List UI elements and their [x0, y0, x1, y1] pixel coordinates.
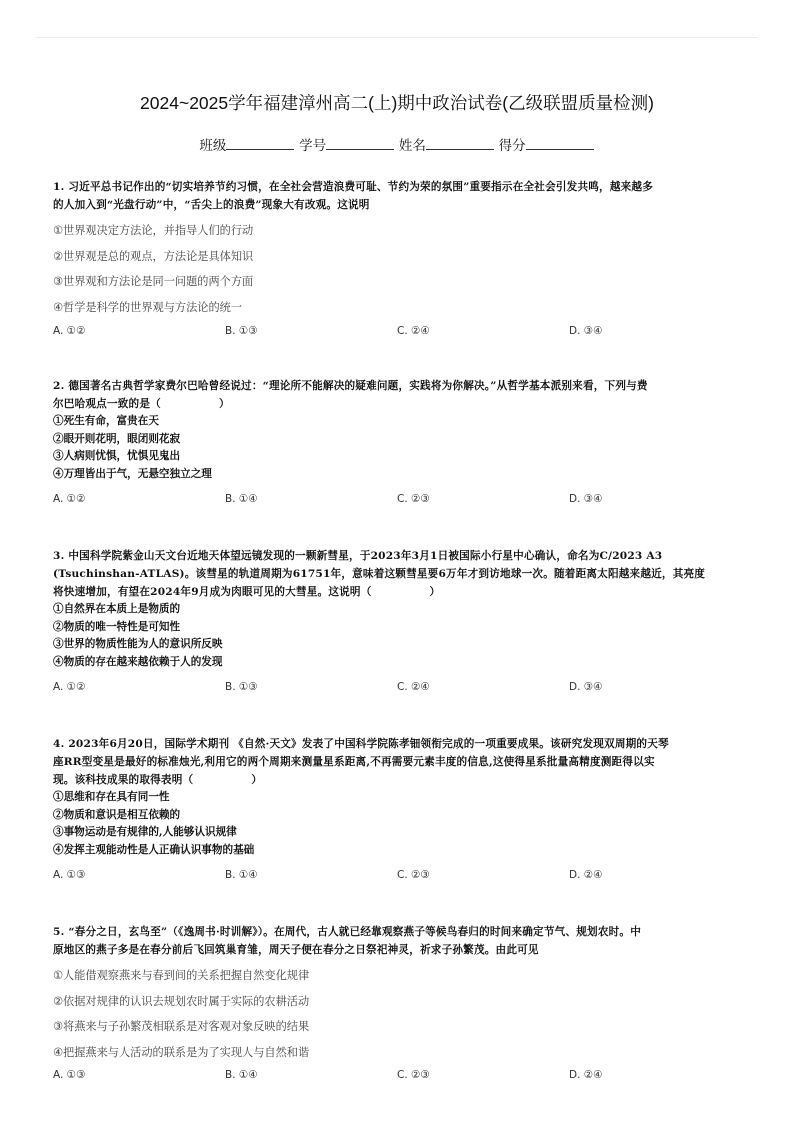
choice-a[interactable]: A. ①② — [53, 493, 86, 506]
choice-a[interactable]: A. ①② — [53, 681, 86, 694]
stem-line: “春分之日，玄鸟至”（《逸周书·时训解》）。在周代，古人就已经靠观察燕子等候鸟春归的时间来确定节气、规划农时。中 — [68, 926, 641, 938]
statement-item: ③将燕来与子孙繁茂相联系是对客观对象反映的结果 — [53, 1020, 310, 1033]
statement-item: ②眼开则花明，眼闭则花寂 — [53, 432, 181, 445]
question-5 — [53, 923, 743, 1089]
question-stem — [53, 178, 743, 214]
statement-item: ④发挥主观能动性是人正确认识事物的基础 — [53, 843, 255, 856]
choice-d[interactable]: D. ②④ — [569, 1069, 603, 1081]
stem-line: 中国科学院紫金山天文台近地天体望远镜发现的一颗新彗星，于2023年3月1日被国际小行星中心确认，命名为C/2023 A3 — [68, 550, 663, 562]
student-info-line — [0, 134, 794, 154]
stem-tail: ） — [218, 398, 230, 410]
stem-line: 将快速增加，有望在2024年9月成为肉眼可见的大彗星。这说明（ — [53, 586, 372, 598]
student-id-label: 学号 — [299, 138, 327, 153]
choice-b[interactable]: B. ①④ — [225, 1069, 258, 1081]
stem-line: 座RR型变星是最好的标准烛光,利用它的两个周期来测量星系距离,不再需要元素丰度的信息,这使得星系批量高精度测距得以实 — [53, 756, 655, 768]
stem-line: (Tsuchinshan-ATLAS)。该彗星的轨道周期为61751年，意味着这颗彗星要6万年才到访地球一次。随着距离太阳越来越近，其亮度 — [53, 568, 706, 580]
statement-list — [53, 413, 743, 483]
class-blank[interactable] — [226, 137, 294, 150]
choice-b[interactable]: B. ①③ — [225, 325, 258, 337]
student-id-blank[interactable] — [326, 137, 394, 150]
statement-item: ①自然界在本质上是物质的 — [53, 603, 181, 615]
stem-tail: ） — [429, 586, 441, 598]
stem-line: 习近平总书记作出的“切实培养节约习惯，在全社会营造浪费可耻、节约为荣的氛围”重要指示在全社会引发共鸣，越来越多 — [68, 181, 654, 193]
stem-line: 原地区的燕子多是在春分前后飞回筑巢育雏，周天子便在春分之日祭祀神灵，祈求子孙繁茂。由此可见 — [53, 944, 539, 956]
question-number: 3. — [53, 550, 65, 562]
stem-line: 尔巴哈观点一致的是（ — [53, 398, 161, 410]
question-3 — [53, 547, 743, 701]
question-4 — [53, 735, 743, 889]
class-label: 班级 — [199, 138, 227, 153]
question-number: 2. — [53, 380, 65, 392]
statement-item: ②世界观是总的观点，方法论是具体知识 — [53, 249, 254, 263]
choice-b[interactable]: B. ①③ — [225, 681, 258, 694]
statement-list — [53, 789, 743, 859]
choice-a[interactable]: A. ①③ — [53, 869, 86, 882]
choice-c[interactable]: C. ②④ — [397, 325, 430, 337]
choice-d[interactable]: D. ③④ — [569, 325, 603, 337]
statement-item: ③人病则忧惧，忧惧见鬼出 — [53, 450, 181, 463]
score-blank[interactable] — [526, 137, 594, 150]
statement-item: ④物质的存在越来越依赖于人的发现 — [53, 655, 223, 668]
choice-c[interactable]: C. ②③ — [397, 1069, 430, 1081]
stem-line: 现。该科技成果的取得表明（ — [53, 774, 194, 786]
question-stem — [53, 735, 743, 789]
stem-line: 德国著名古典哲学家费尔巴哈曾经说过：“理论所不能解决的疑难问题，实践将为你解决。”从哲学基本派别来看，下列与费 — [68, 380, 648, 392]
question-1 — [53, 178, 743, 345]
score-label: 得分 — [498, 138, 526, 153]
question-stem — [53, 377, 743, 413]
answer-choices — [53, 869, 743, 889]
question-number: 4. — [53, 738, 65, 750]
choice-d[interactable]: D. ③④ — [569, 493, 603, 506]
choice-d[interactable]: D. ②④ — [569, 869, 603, 882]
statement-item: ④哲学是科学的世界观与方法论的统一 — [53, 300, 243, 314]
question-number: 1. — [53, 181, 65, 193]
statement-item: ③世界观和方法论是同一问题的两个方面 — [53, 275, 254, 288]
statement-item: ②依据对规律的认识去规划农时属于实际的农耕活动 — [53, 994, 310, 1008]
stem-line: 2023年6月20日，国际学术期刊 《自然·天文》发表了中国科学院陈孝钿领衔完成的一项重要成果。该研究发现双周期的天琴 — [68, 738, 669, 750]
statement-item: ④把握燕来与人活动的联系是为了实现人与自然和谐 — [53, 1045, 310, 1059]
answer-choices — [53, 681, 743, 701]
question-stem — [53, 547, 743, 601]
statement-item: ①思维和存在具有同一性 — [53, 791, 170, 803]
name-blank[interactable] — [426, 137, 494, 150]
page-title: 2024~2025学年福建漳州高二(上)期中政治试卷(乙级联盟质量检测) — [140, 93, 654, 113]
statement-list — [53, 218, 743, 320]
question-2 — [53, 377, 743, 513]
top-divider — [36, 37, 758, 38]
statement-item: ①人能借观察燕来与春到间的关系把握自然变化规律 — [53, 969, 310, 982]
answer-choices — [53, 325, 743, 345]
stem-tail: ） — [251, 774, 263, 786]
stem-line: 的人加入到“光盘行动”中，“舌尖上的浪费”现象大有改观。这说明 — [53, 199, 370, 211]
question-stem — [53, 923, 743, 959]
choice-b[interactable]: B. ①④ — [225, 869, 258, 882]
question-number: 5. — [53, 926, 65, 938]
statement-item: ③事物运动是有规律的,人能够认识规律 — [53, 826, 237, 839]
name-label: 姓名 — [398, 138, 426, 153]
statement-item: ①世界观决定方法论，并指导人们的行动 — [53, 224, 254, 237]
statement-item: ②物质和意识是相互依赖的 — [53, 808, 181, 821]
statement-item: ③世界的物质性能为人的意识所反映 — [53, 638, 223, 651]
answer-choices — [53, 493, 743, 513]
statement-list — [53, 963, 743, 1065]
statement-item: ②物质的唯一特性是可知性 — [53, 620, 181, 633]
choice-b[interactable]: B. ①④ — [225, 493, 258, 506]
choice-c[interactable]: C. ②③ — [397, 493, 430, 506]
choice-c[interactable]: C. ②④ — [397, 681, 430, 694]
choice-c[interactable]: C. ②③ — [397, 869, 430, 882]
choice-a[interactable]: A. ①② — [53, 325, 86, 337]
statement-item: ④万理皆出于气，无悬空独立之理 — [53, 467, 212, 480]
choice-a[interactable]: A. ①③ — [53, 1069, 86, 1081]
statement-item: ①死生有命，富贵在天 — [53, 415, 159, 427]
statement-list — [53, 601, 743, 671]
answer-choices — [53, 1069, 743, 1089]
choice-d[interactable]: D. ③④ — [569, 681, 603, 694]
